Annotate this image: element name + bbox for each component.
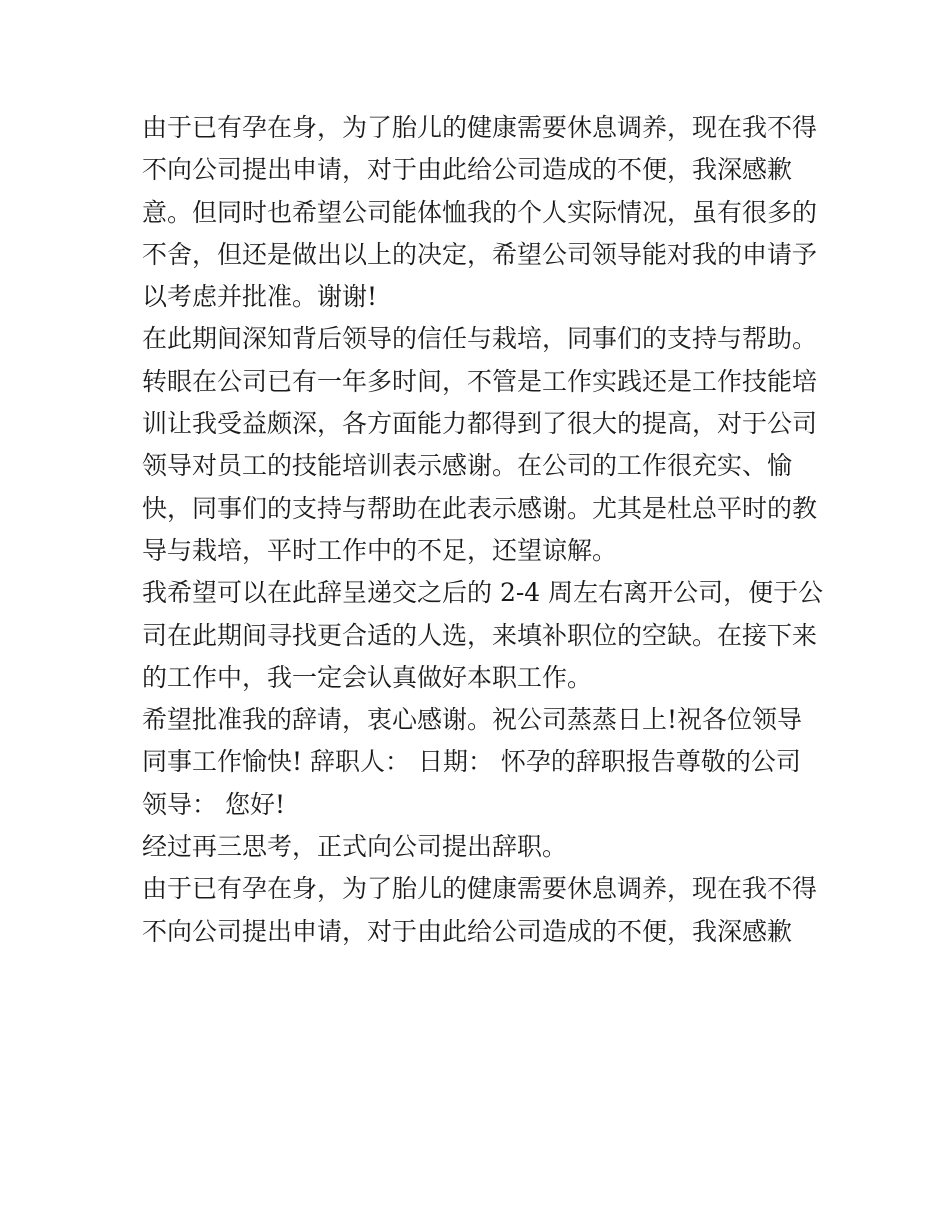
text-line: 训让我受益颇深，各方面能力都得到了很大的提高，对于公司 <box>142 409 818 439</box>
text-line: 导与栽培，平时工作中的不足，还望谅解。 <box>142 535 618 565</box>
text-line: 不舍，但还是做出以上的决定，希望公司领导能对我的申请予 <box>142 239 818 269</box>
text-line: 以考虑并批准。谢谢! <box>142 282 378 312</box>
text-line: 经过再三思考，正式向公司提出辞职。 <box>142 832 568 862</box>
text-line: 在此期间深知背后领导的信任与栽培，同事们的支持与帮助。 <box>142 324 818 354</box>
text-line: 希望批准我的辞请，衷心感谢。祝公司蒸蒸日上!祝各位领导 <box>142 705 803 735</box>
text-line: 领导： 您好! <box>142 789 285 819</box>
text-line: 不向公司提出申请，对于由此给公司造成的不便，我深感歉 <box>142 155 793 185</box>
text-line: 司在此期间寻找更合适的人选，来填补职位的空缺。在接下来 <box>142 620 818 650</box>
text-line: 由于已有孕在身，为了胎儿的健康需要休息调养，现在我不得 <box>142 874 818 904</box>
document-body <box>142 107 824 953</box>
text-line: 由于已有孕在身，为了胎儿的健康需要休息调养，现在我不得 <box>142 113 818 142</box>
text-line: 快，同事们的支持与帮助在此表示感谢。尤其是杜总平时的教 <box>142 493 818 523</box>
text-line: 领导对员工的技能培训表示感谢。在公司的工作很充实、愉 <box>142 451 793 481</box>
text-line: 我希望可以在此辞呈递交之后的 2-4 周左右离开公司，便于公 <box>142 578 824 608</box>
text-line: 不向公司提出申请，对于由此给公司造成的不便，我深感歉 <box>142 916 793 946</box>
text-line: 同事工作愉快! 辞职人： 日期： 怀孕的辞职报告尊敬的公司 <box>142 747 801 777</box>
text-line: 的工作中，我一定会认真做好本职工作。 <box>142 662 593 692</box>
text-line: 意。但同时也希望公司能体恤我的个人实际情况，虽有很多的 <box>142 197 818 227</box>
text-line: 转眼在公司已有一年多时间，不管是工作实践还是工作技能培 <box>142 366 818 396</box>
